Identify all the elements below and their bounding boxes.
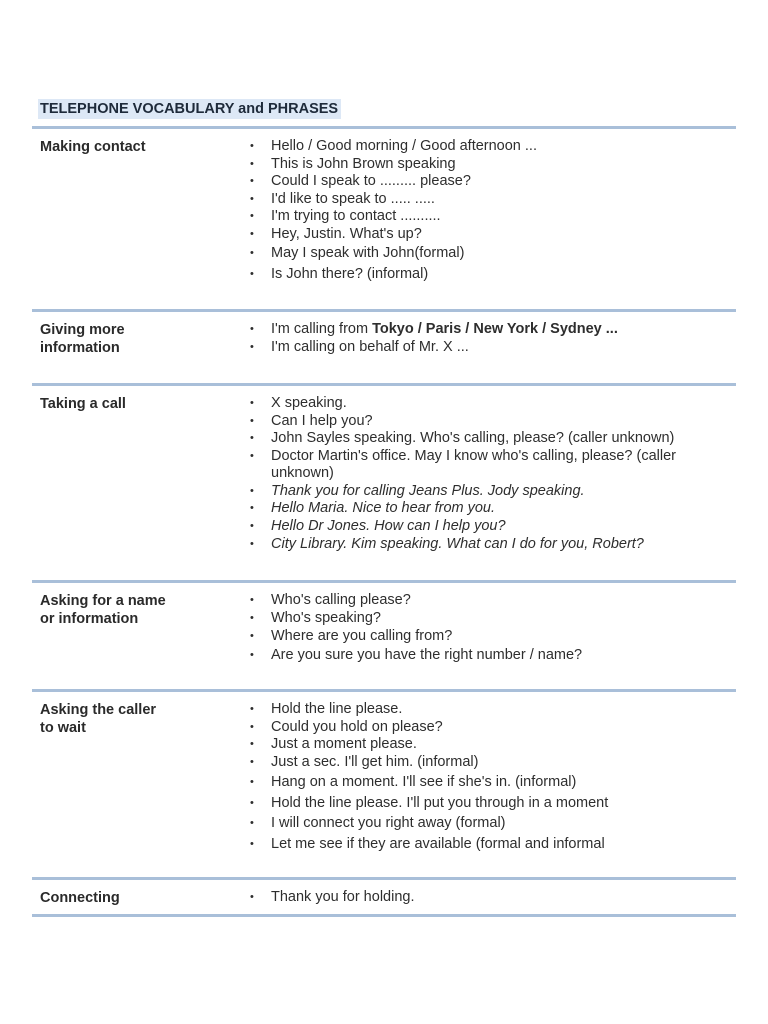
section-divider [32, 383, 736, 386]
item-text: I'm calling from [271, 321, 373, 337]
list-item: • Could you hold on please? [250, 719, 720, 737]
section-divider [32, 580, 736, 583]
section-divider [32, 877, 736, 880]
label-line: Making contact [40, 139, 146, 155]
list-item: • Just a moment please. [250, 736, 720, 754]
list-item: • Doctor Martin's office. May I know who's calling, please? (caller unknown) [250, 448, 720, 483]
label-line: Asking the caller [40, 702, 157, 718]
phrase-list [250, 889, 720, 907]
list-item: • Who's speaking? [250, 610, 720, 628]
list-item: • Hey, Justin. What's up? [250, 226, 720, 244]
list-item: • Hold the line please. I'll put you through in a moment [250, 795, 720, 813]
section-divider [32, 914, 736, 917]
section-divider [32, 309, 736, 312]
phrase-list [250, 138, 720, 283]
label-line: Asking for a name [40, 593, 166, 609]
list-item: • Hello Maria. Nice to hear from you. [250, 500, 720, 518]
list-item: • City Library. Kim speaking. What can I do for you, Robert? [250, 536, 720, 554]
section-label [40, 138, 220, 156]
list-item: • Hang on a moment. I'll see if she's in. (informal) [250, 774, 720, 792]
section-label [40, 321, 220, 357]
list-item: • I'm calling on behalf of Mr. X ... [250, 339, 720, 357]
list-item: • Let me see if they are available (formal and informal [250, 836, 720, 854]
list-item: • X speaking. [250, 395, 720, 413]
list-item: • Where are you calling from? [250, 628, 720, 646]
phrase-list [250, 701, 720, 853]
list-item: • Just a sec. I'll get him. (informal) [250, 754, 720, 772]
list-item: • Thank you for calling Jeans Plus. Jody speaking. [250, 483, 720, 501]
list-item: • Are you sure you have the right number / name? [250, 647, 720, 665]
list-item: • May I speak with John(formal) [250, 245, 720, 263]
document-title: TELEPHONE VOCABULARY and PHRASES [38, 99, 341, 119]
list-item: • Thank you for holding. [250, 889, 720, 907]
list-item [250, 321, 720, 339]
section-divider [32, 689, 736, 692]
section-label [40, 889, 220, 907]
section-label [40, 701, 220, 737]
label-line: information [40, 340, 120, 356]
cities-text: Tokyo / Paris / New York / Sydney ... [372, 321, 618, 337]
list-item: • Hold the line please. [250, 701, 720, 719]
label-line: Connecting [40, 890, 120, 906]
list-item: • Can I help you? [250, 413, 720, 431]
label-line: or information [40, 611, 139, 627]
list-item: • I'm trying to contact .......... [250, 208, 720, 226]
list-item: • I'd like to speak to ..... ..... [250, 191, 720, 209]
list-item: • This is John Brown speaking [250, 156, 720, 174]
section-label [40, 395, 220, 413]
label-line: Taking a call [40, 396, 126, 412]
list-item: • I will connect you right away (formal) [250, 815, 720, 833]
label-line: to wait [40, 720, 86, 736]
list-item: • John Sayles speaking. Who's calling, please? (caller unknown) [250, 430, 720, 448]
list-item: • Hello / Good morning / Good afternoon ... [250, 138, 720, 156]
phrase-list [250, 592, 720, 664]
list-item: • Hello Dr Jones. How can I help you? [250, 518, 720, 536]
section-divider [32, 126, 736, 129]
label-line: Giving more [40, 322, 125, 338]
phrase-list [250, 395, 720, 554]
list-item: • Could I speak to ......... please? [250, 173, 720, 191]
section-label [40, 592, 220, 628]
phrase-list [250, 321, 720, 356]
list-item: • Who's calling please? [250, 592, 720, 610]
list-item: • Is John there? (informal) [250, 266, 720, 284]
